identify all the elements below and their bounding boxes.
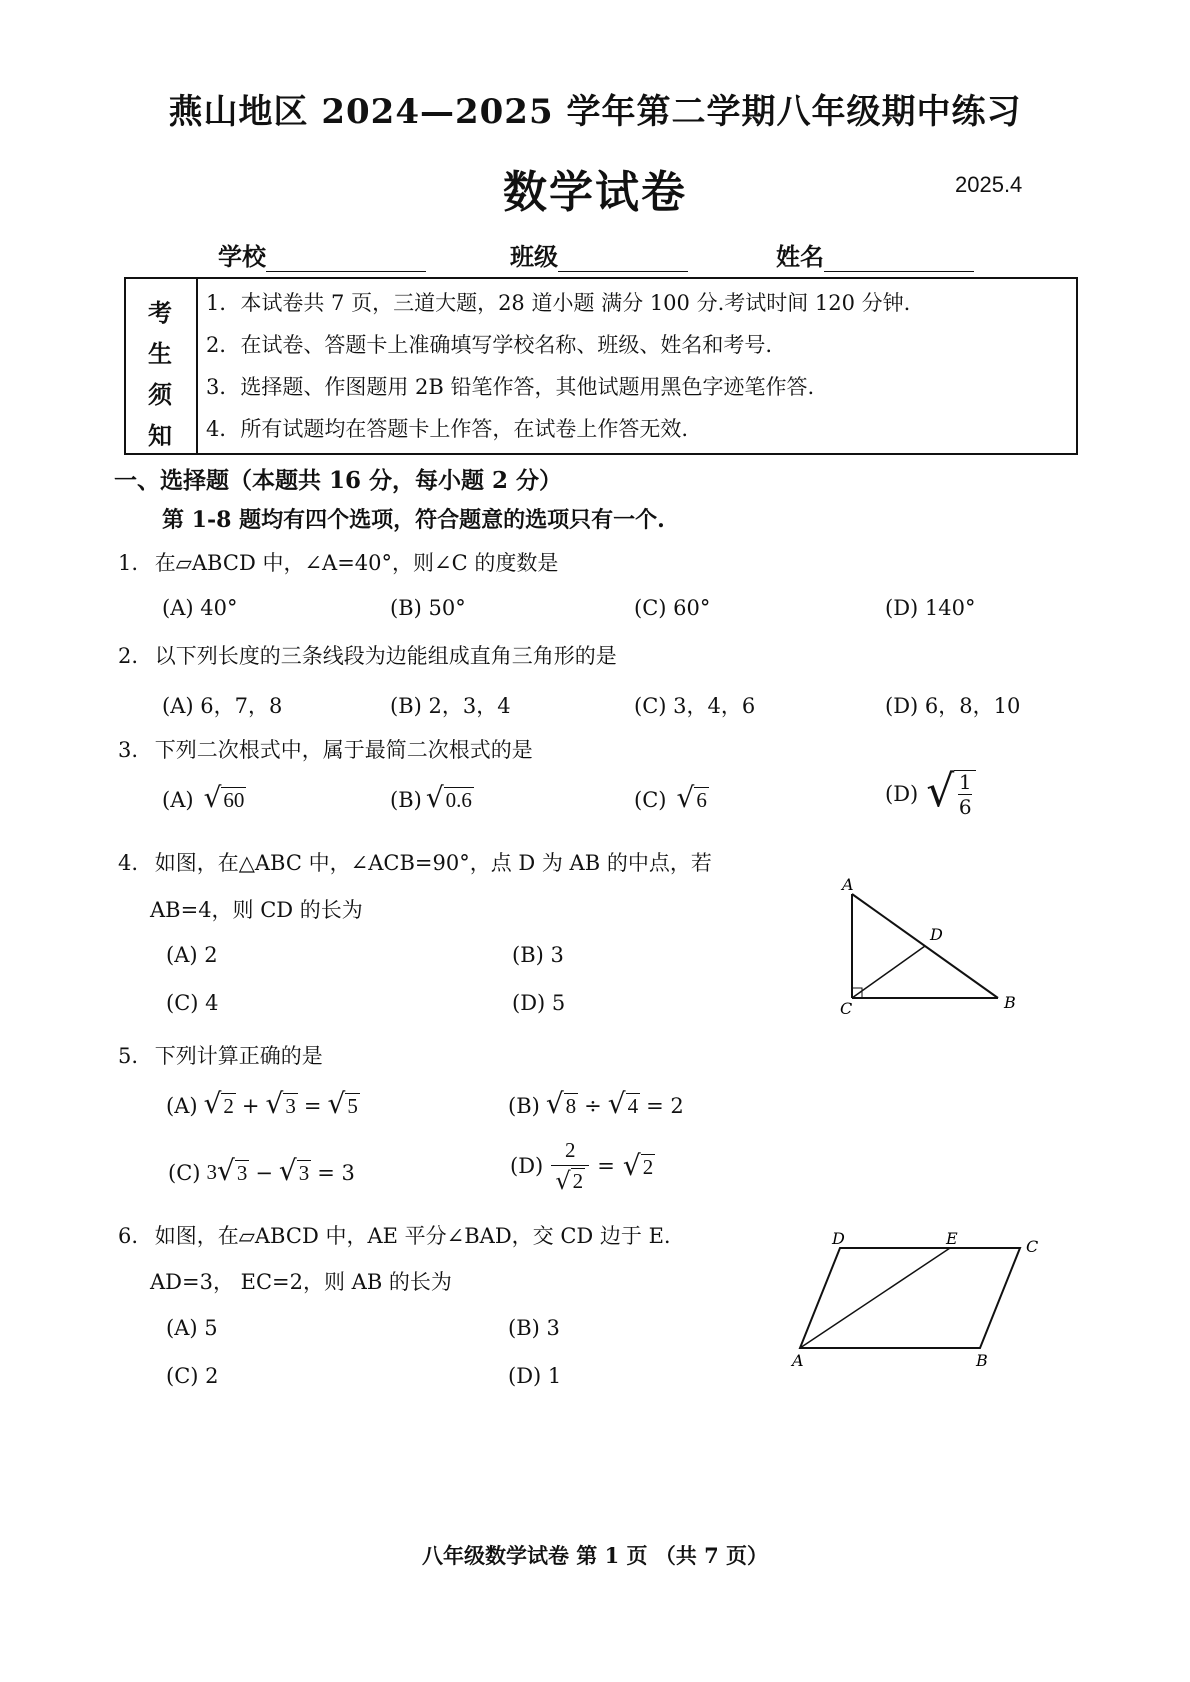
option-a[interactable]: (A) 6，7，8 — [162, 694, 283, 718]
option-letter: (A) — [162, 788, 194, 812]
notice-rule-4: 4．所有试题均在答题卡上作答，在试卷上作答无效. — [206, 417, 689, 441]
triangle-figure — [830, 872, 1030, 1022]
question-number: 5. — [118, 1044, 139, 1068]
school-label: 学校 — [218, 242, 266, 271]
class-blank[interactable] — [558, 249, 688, 272]
option-b[interactable] — [390, 781, 474, 814]
radical-expression: √ 60 — [203, 781, 245, 814]
question-2 — [118, 640, 617, 670]
question-stem-continued: AD=3， EC=2，则 AB 的长为 — [150, 1270, 452, 1294]
radical: √ 8 — [545, 1087, 577, 1120]
operator: = — [597, 1153, 615, 1178]
option-letter: (D) — [885, 782, 919, 806]
question-4 — [118, 847, 712, 877]
option-letter: (C) — [168, 1161, 201, 1185]
question-stem: 下列计算正确的是 — [154, 1044, 323, 1068]
option-b[interactable]: (B) 50° — [390, 596, 466, 620]
question-stem-continued: AB=4，则 CD 的长为 — [150, 898, 363, 922]
exam-title: 燕山地区 2024—2025 学年第二学期八年级期中练习 — [168, 92, 1022, 132]
question-number: 2. — [118, 644, 139, 668]
radicand: 6 — [696, 787, 707, 812]
option-letter: (B) — [508, 1094, 540, 1118]
fraction — [551, 1138, 589, 1196]
option-letter: (B) — [390, 788, 422, 812]
radical: √ 2 — [203, 1087, 234, 1120]
label-a: A — [792, 1351, 804, 1370]
operator: ÷ — [584, 1094, 602, 1118]
radical: √ 3 — [265, 1087, 296, 1120]
question-stem: 如图，在△ABC 中，∠ACB=90°，点 D 为 AB 的中点，若 — [154, 851, 712, 875]
option-letter: (C) — [634, 788, 667, 812]
label-d: D — [930, 925, 943, 944]
label-b: B — [976, 1351, 988, 1370]
option-letter: (D) — [510, 1153, 544, 1178]
class-label: 班级 — [510, 242, 558, 271]
option-c[interactable]: (C) 2 — [166, 1364, 219, 1388]
notice-label-char: 考 — [148, 298, 172, 327]
question-6 — [118, 1220, 671, 1250]
radical-fraction: √ 1 6 — [926, 770, 976, 818]
class-field[interactable] — [510, 237, 688, 272]
option-a[interactable]: (A) 2 — [166, 943, 218, 967]
notice-label-char: 生 — [148, 339, 172, 368]
option-a[interactable] — [166, 1087, 360, 1120]
school-blank[interactable] — [266, 249, 426, 272]
option-b[interactable] — [508, 1087, 684, 1120]
option-d[interactable] — [885, 766, 976, 819]
label-c: C — [840, 999, 853, 1018]
option-a[interactable] — [162, 781, 246, 814]
coefficient: 3 — [206, 1160, 217, 1184]
radical: √ 5 — [327, 1087, 358, 1120]
option-c[interactable] — [634, 781, 709, 814]
option-d[interactable]: (D) 5 — [512, 991, 566, 1015]
radical-expression: √ 6 — [676, 781, 707, 814]
option-a[interactable]: (A) 40° — [162, 596, 238, 620]
question-number: 3. — [118, 738, 139, 762]
radicand: 0.6 — [445, 787, 472, 812]
radical-expression: √ 0.6 — [425, 781, 472, 814]
label-d: D — [832, 1230, 845, 1248]
operator: = — [303, 1094, 322, 1118]
operator: − — [255, 1161, 273, 1185]
option-c[interactable]: (C) 60° — [634, 596, 711, 620]
section-title: 一、选择题（本题共 16 分，每小题 2 分） — [114, 467, 563, 494]
question-number: 6. — [118, 1224, 139, 1248]
result: = 2 — [646, 1094, 684, 1118]
exam-date: 2025.4 — [955, 172, 1023, 197]
question-stem: 下列二次根式中，属于最简二次根式的是 — [154, 738, 533, 762]
notice-rule-2: 2．在试卷、答题卡上准确填写学校名称、班级、姓名和考号. — [206, 333, 773, 357]
fraction-numerator: 1 — [958, 770, 972, 794]
radical: √ 2 — [622, 1148, 654, 1182]
name-label: 姓名 — [776, 242, 824, 271]
question-stem: 如图，在▱ABCD 中，AE 平分∠BAD，交 CD 边于 E. — [154, 1224, 671, 1248]
question-stem: 以下列长度的三条线段为边能组成直角三角形的是 — [154, 644, 617, 668]
question-1 — [118, 547, 558, 577]
radicand: 60 — [223, 787, 245, 812]
label-a: A — [842, 875, 854, 894]
page-footer: 八年级数学试卷 第 1 页 （共 7 页） — [421, 1543, 769, 1568]
exam-subtitle: 数学试卷 — [503, 167, 687, 218]
option-c[interactable]: (C) 4 — [166, 991, 219, 1015]
option-d[interactable]: (D) 140° — [885, 596, 976, 620]
name-field[interactable] — [776, 237, 974, 272]
option-a[interactable]: (A) 5 — [166, 1316, 218, 1340]
option-d[interactable]: (D) 1 — [508, 1364, 562, 1388]
label-e: E — [946, 1230, 958, 1248]
question-3 — [118, 734, 533, 764]
option-b[interactable]: (B) 2，3，4 — [390, 694, 511, 718]
section-instruction: 第 1-8 题均有四个选项，符合题意的选项只有一个. — [162, 507, 665, 533]
notice-label-column — [126, 279, 198, 453]
notice-label-char: 知 — [148, 421, 172, 450]
school-field[interactable] — [218, 237, 426, 272]
operator: + — [241, 1094, 260, 1118]
radical: √ 3 — [278, 1154, 310, 1187]
label-c: C — [1026, 1237, 1039, 1256]
segment-ae — [800, 1248, 950, 1348]
question-5 — [118, 1040, 323, 1070]
notice-rule-3: 3．选择题、作图题用 2B 铅笔作答，其他试题用黑色字迹笔作答. — [206, 375, 815, 399]
option-c[interactable]: (C) 3，4，6 — [634, 694, 756, 718]
label-b: B — [1004, 993, 1016, 1012]
result: = 3 — [317, 1161, 355, 1185]
question-stem: 在▱ABCD 中，∠A=40°，则∠C 的度数是 — [154, 551, 559, 575]
option-c[interactable] — [168, 1154, 355, 1187]
radical: √ 4 — [607, 1087, 639, 1120]
radical: √ 2 — [555, 1167, 584, 1196]
option-d[interactable]: (D) 6，8，10 — [885, 694, 1021, 718]
parallelogram-abcd — [800, 1248, 1020, 1348]
numerator: 2 — [564, 1138, 576, 1162]
radical: √ 3 — [216, 1154, 248, 1187]
parallelogram-figure — [790, 1230, 1050, 1370]
notice-label-char: 须 — [148, 380, 172, 409]
question-number: 4. — [118, 851, 139, 875]
notice-box — [124, 277, 1078, 455]
option-b[interactable]: (B) 3 — [508, 1316, 560, 1340]
fraction-denominator: 6 — [958, 795, 972, 819]
option-b[interactable]: (B) 3 — [512, 943, 564, 967]
name-blank[interactable] — [824, 249, 974, 272]
question-number: 1. — [118, 551, 139, 575]
option-d[interactable] — [510, 1138, 655, 1196]
notice-rule-1: 1．本试卷共 7 页，三道大题，28 道小题 满分 100 分.考试时间 120 分钟. — [206, 291, 911, 315]
option-letter: (A) — [166, 1094, 198, 1118]
median-cd — [852, 946, 925, 998]
